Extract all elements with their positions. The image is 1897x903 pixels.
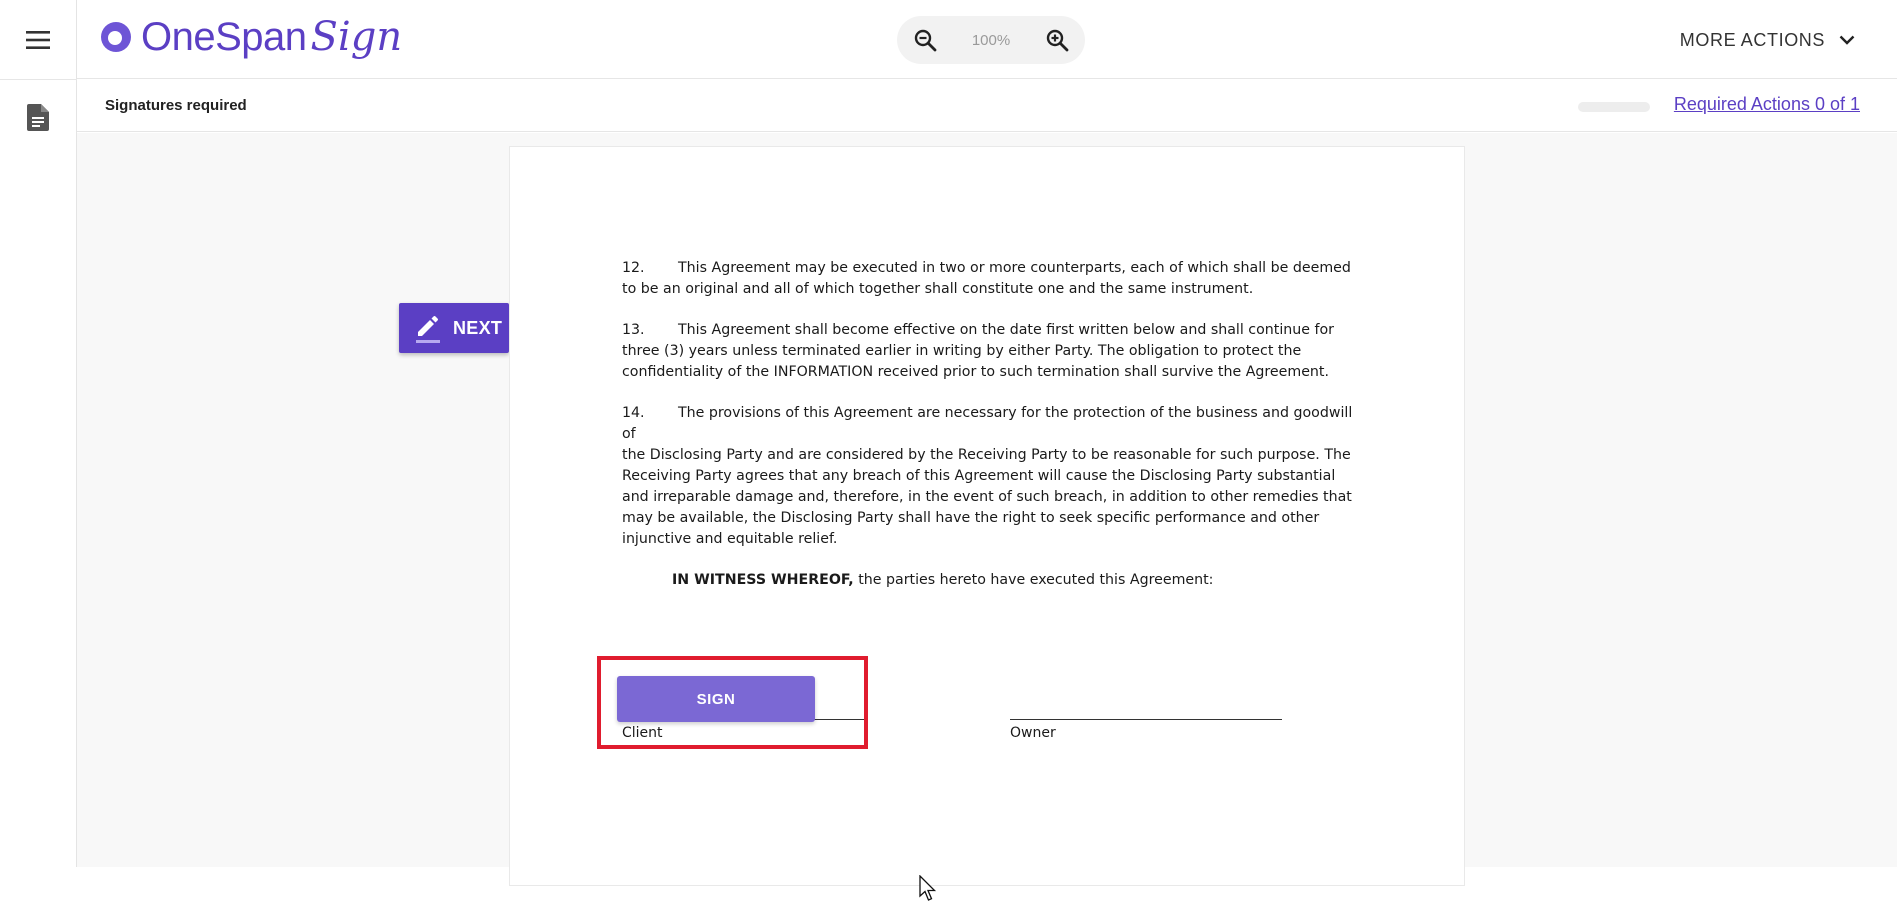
client-label: Client — [622, 725, 663, 741]
signatures-required-label: Signatures required — [105, 97, 247, 114]
brand-name: OneSpan — [141, 15, 307, 60]
hamburger-menu-icon[interactable] — [20, 26, 56, 54]
pencil-icon — [415, 313, 441, 343]
logo-mark-icon — [99, 20, 133, 54]
brand-script: Sign — [311, 14, 403, 60]
required-actions-progress — [1578, 102, 1650, 112]
document-page — [509, 146, 1465, 886]
clause-13 — [622, 320, 1362, 383]
mouse-cursor-icon — [919, 875, 939, 903]
zoom-control — [897, 16, 1085, 64]
owner-label: Owner — [1010, 725, 1056, 741]
more-actions-menu[interactable] — [1680, 26, 1855, 54]
rail-divider — [0, 79, 77, 80]
owner-signature-line — [1010, 719, 1282, 720]
more-actions-label: MORE ACTIONS — [1680, 30, 1825, 51]
witness-statement — [622, 570, 1362, 591]
clause-text: This Agreement may be executed in two or more counterparts, each of which shall be deemed to be an original and all of which together shall constitute one and the same instrument. — [622, 260, 1351, 297]
clause-text-continued: the Disclosing Party and are considered by the Receiving Party to be reasonable for such purpose. The Receiving Party agrees that any breach of this Agreement will cause the Disclosing Party substantial and irreparable damage and, therefore, in the event of such breach, in addition to other remedies that may be available, the Disclosing Party shall have the right to seek specific performance and other injunctive and equitable relief. — [622, 447, 1352, 547]
clause-number: 13. — [622, 320, 678, 341]
clause-12 — [622, 258, 1362, 300]
clause-number: 12. — [622, 258, 678, 279]
next-button-label: NEXT — [453, 318, 502, 339]
clause-number: 14. — [622, 403, 678, 424]
zoom-level: 100% — [972, 32, 1010, 49]
required-actions-link[interactable]: Required Actions 0 of 1 — [1674, 94, 1860, 115]
document-workspace — [77, 133, 1897, 867]
witness-bold: IN WITNESS WHEREOF, — [672, 572, 854, 588]
document-body — [622, 258, 1362, 611]
clause-14 — [622, 403, 1362, 550]
status-bar — [77, 80, 1897, 132]
zoom-out-icon[interactable] — [911, 26, 939, 54]
clause-text: This Agreement shall become effective on the date first written below and shall continue for three (3) years unless terminated earlier in writing by either Party. The obligation to protect the confidentiality of the INFORMATION received prior to such termination shall survive the Agreement. — [622, 322, 1334, 380]
sign-button[interactable]: SIGN — [617, 676, 815, 722]
chevron-down-icon — [1839, 35, 1855, 45]
onespan-sign-logo[interactable] — [99, 12, 402, 62]
next-button[interactable] — [399, 303, 509, 353]
document-icon[interactable] — [22, 100, 54, 134]
top-header — [77, 0, 1897, 79]
zoom-in-icon[interactable] — [1043, 26, 1071, 54]
left-rail — [0, 0, 77, 867]
clause-text: The provisions of this Agreement are necessary for the protection of the business and goodwill of — [622, 405, 1352, 442]
witness-text: the parties hereto have executed this Agreement: — [854, 572, 1214, 588]
